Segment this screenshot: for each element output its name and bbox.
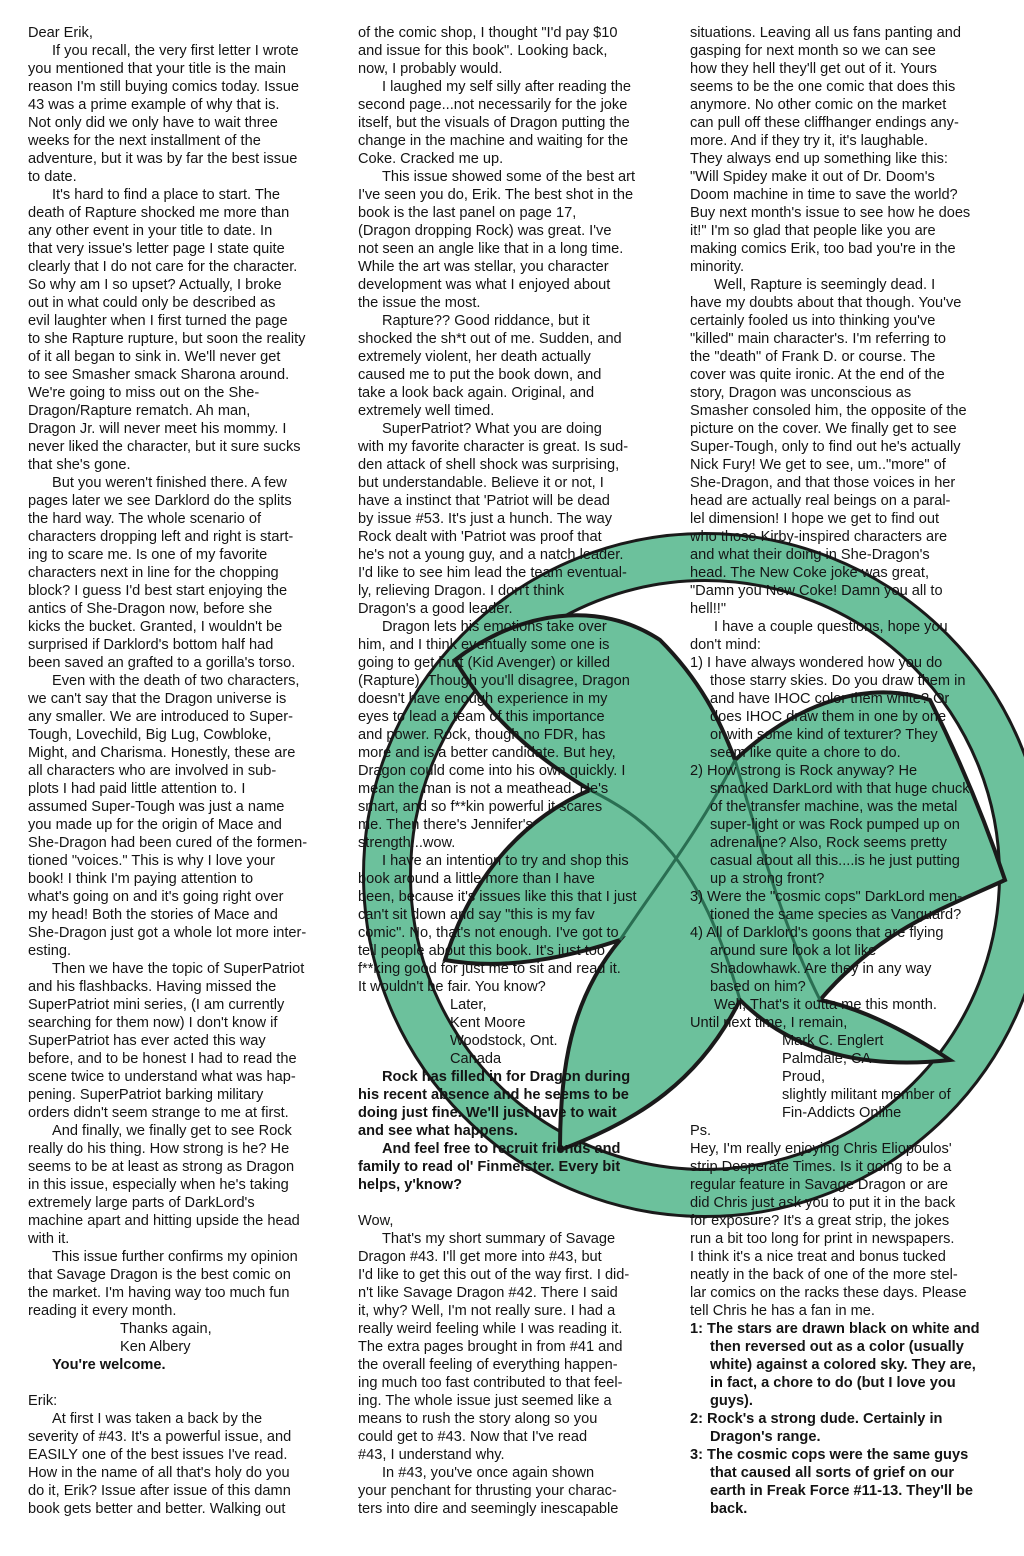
question-item: 4) All of Darklord's goons that are flying around sure look a lot like Shadowhawk. Are they in any way based on him? xyxy=(690,925,944,995)
letter-paragraph: Dragon lets his emotions take over him, and I think eventually some one is going to get hurt (Kid Avenger) or killed (Rapture). Though you'll disagree, Dragon doesn't have enough experience in my eyes to lead a team of this importance and power. Rock, though no FDR, has more and is a better candidate. But hey, Dragon could come into his own quickly. I mean the man is not a meathead. He's smart, and so f**kin powerful it scares me. Then there's Jennifer's strength...wow. xyxy=(358,619,630,851)
letter-paragraph: That's my short summary of Savage Dragon #43. I'll get more into #43, but I'd like to get this out of the way first. I did- n't like Savage Dragon #42. There I said it, why? Well, I'm not really sure. I had a really weird feeling while I was reading it. The extra pages brought in from #41 and the overall feeling of everything happen- ing much too fast contributed to that feel- ing. The whole issue just seemed like a means to rush the story along so you could get to #43. Now that I've read #43, I understand why. xyxy=(358,1231,630,1463)
salutation: Erik: xyxy=(28,1393,58,1409)
letter-paragraph: Well, That's it outta me this month. Until next time, I remain, xyxy=(690,997,937,1031)
letter-signature: Later, Kent Moore Woodstock, Ont. Canada xyxy=(450,997,558,1067)
letter-paragraph: I have a couple questions, hope you don't mind: xyxy=(690,619,948,653)
postscript: Ps. Hey, I'm really enjoying Chris Eliopoulos' strip Desperate Times. Is it going to be a regular feature in Savage Dragon or are did Chris just ask you to put it in the back for exposure? It's a great strip, the jokes run a bit too long for print in newspapers. I think it's a nice treat and bonus tucked neatly in the back of one of the more stel- lar comics on the racks these days. Please tell Chris he has a fan in me. xyxy=(690,1123,967,1319)
letter-paragraph: SuperPatriot? What you are doing with my favorite character is great. Is sud- den attack of shell shock was surprising, but understandable. Believe it or not, I have a instinct that 'Patriot will be dead by issue #53. It's just a hunch. The way Rock dealt with 'Patriot was proof that he's not a young guy, and a natch leader. I'd like to see him lead the team eventual- ly, relieving Dragon. I don't think Dragon's a good leader. xyxy=(358,421,629,617)
editor-reply: Rock has filled in for Dragon during his recent absence and he seems to be doing just fine. We'll just have to wait and see what happens. xyxy=(358,1069,631,1139)
letter-column-2 xyxy=(358,24,670,1518)
editor-answer: 1: The stars are drawn black on white and then reversed out as a color (usually white) against a colored sky. They are, in fact, a chore to do (but I love you guys). xyxy=(690,1321,980,1409)
letter-paragraph: This issue showed some of the best art I've seen you do, Erik. The best shot in the book is the last panel on page 17, (Dragon dropping Rock) was great. I've not seen an angle like that in a long time. While the art was stellar, you character development was what I enjoyed about the issue the most. xyxy=(358,169,636,311)
editor-answer: 2: Rock's a strong dude. Certainly in Dragon's range. xyxy=(690,1411,943,1445)
letter-paragraph: I have an intention to try and shop this book around a little more than I have been, because it's issues like this that I just can't sit down and say "this is my fav comic". No, that's not enough. I've got to tell people about this book. It's just too f**king good for just me to sit and read it. It wouldn't be fair. You know? xyxy=(358,853,637,995)
letter-column-3 xyxy=(690,24,1002,1518)
letter-paragraph: It's hard to find a place to start. The death of Rapture shocked me more than any other event in your title to date. In that very issue's letter page I state quite clearly that I do not care for the character. So why am I so upset? Actually, I broke out in what could only be described as evil laughter when I first turned the page to she Rapture rupture, but soon the reality of it all began to sink in. We'll never get to see Smasher smack Sharona around. We're going to miss out on the She- Dragon/Rapture rematch. Ah man, Dragon Jr. will never meet his mommy. I never liked the character, but it sure sucks that she's gone. xyxy=(28,187,306,473)
letter-signature: Thanks again, Ken Albery xyxy=(120,1321,212,1355)
letter-paragraph: At first I was taken a back by the severity of #43. It's a powerful issue, and EASILY one of the best issues I've read. How in the name of all that's holy do you do it, Erik? Issue after issue of this damn book gets better and better. Walking out xyxy=(28,1411,292,1517)
letter-signature: Mark C. Englert Palmdale, CA Proud, slightly militant member of Fin-Addicts Online xyxy=(782,1033,951,1121)
letter-paragraph: Well, Rapture is seemingly dead. I have my doubts about that though. You've certainly fooled us into thinking you've "killed" main character's. I'm referring to the "death" of Frank D. or course. The cover was quite ironic. At the end of the story, Dragon was unconscious as Smasher consoled him, the opposite of the picture on the cover. We finally get to see Super-Tough, only to find out he's actually Nick Fury! We get to see, um.."more" of She-Dragon, and that those voices in her head are actually real beings on a paral- lel dimension! I hope we get to find out who those Kirby-inspired characters are and what their doing in She-Dragon's head. The New Coke joke was great, "Damn you New Coke! Damn you all to hell!!" xyxy=(690,277,967,617)
letter-paragraph: Rapture?? Good riddance, but it shocked the sh*t out of me. Sudden, and extremely violent, her death actually caused me to put the book down, and take a look back again. Original, and extremely well timed. xyxy=(358,313,622,419)
letter-paragraph: Then we have the topic of SuperPatriot and his flashbacks. Having missed the SuperPatriot mini series, (I am currently searching for them now) I don't know if SuperPatriot has ever acted this way before, and to be honest I had to read the scene twice to understand what was hap- pening. SuperPatriot barking military orders didn't seem strange to me at first. xyxy=(28,961,305,1121)
letter-paragraph: But you weren't finished there. A few pages later we see Darklord do the splits the hard way. The whole scenario of characters dropping left and right is start- ing to scare me. Is one of my favorite characters next in line for the chopping block? I guess I'd best start enjoying the antics of She-Dragon now, before she kicks the bucket. Granted, I wouldn't be surprised if Darklord's bottom half had been saved an grafted to a gorilla's torso. xyxy=(28,475,296,671)
editor-reply: You're welcome. xyxy=(52,1357,166,1373)
letter-paragraph: of the comic shop, I thought "I'd pay $10 and issue for this book". Looking back, now, I probably would. xyxy=(358,25,618,77)
letter-paragraph: And finally, we finally get to see Rock really do his thing. How strong is he? He seems to be at least as strong as Dragon in this issue, especially when he's taking extremely large parts of DarkLord's machine apart and hitting upside the head with it. xyxy=(28,1123,300,1247)
question-item: 1) I have always wondered how you do those starry skies. Do you draw them in and have IHOC color them white? Or does IHOC draw them in one by one or with some kind of texturer? They seem like quite a chore to do. xyxy=(690,655,966,761)
editor-answer: 3: The cosmic cops were the same guys that caused all sorts of grief on our earth in Freak Force #11-13. They'll be back. xyxy=(690,1447,974,1517)
letter-column-1 xyxy=(28,24,340,1518)
letter-paragraph: This issue further confirms my opinion that Savage Dragon is the best comic on the market. I'm having way too much fun reading it every month. xyxy=(28,1249,298,1319)
letter-paragraph: In #43, you've once again shown your penchant for thrusting your charac- ters into dire and seemingly inescapable xyxy=(358,1465,619,1517)
salutation: Dear Erik, xyxy=(28,25,93,41)
editor-reply: And feel free to recruit friends and family to read ol' Finmeister. Every bit helps, y'know? xyxy=(358,1141,621,1193)
letter-paragraph: situations. Leaving all us fans panting and gasping for next month so we can see how they hell they'll get out of it. Yours seems to be the one comic that does this anymore. No other comic on the market can pull off these cliffhanger endings any- more. And if they try it, it's laughable. They always end up something like this: "Will Spidey make it out of Dr. Doom's Doom machine in time to save the world? Buy next month's issue to see how he does it!" I'm so glad that people like you are making comics Erik, too bad you're in the minority. xyxy=(690,25,971,275)
letter-paragraph: I laughed my self silly after reading the second page...not necessarily for the joke itself, but the visuals of Dragon putting the change in the machine and waiting for the Coke. Cracked me up. xyxy=(358,79,632,167)
letter-paragraph: Even with the death of two characters, we can't say that the Dragon universe is any smaller. We are introduced to Super- Tough, Lovechild, Big Lug, Cowbloke, Might, and Charisma. Honestly, these are all characters who are involved in sub- plots I had paid little attention to. I assumed Super-Tough was just a name you made up for the origin of Mace and She-Dragon had been cured of the formen- tioned "voices." This is why I love your book! I think I'm paying attention to what's going on and it's going right over my head! Both the stories of Mace and She-Dragon just got a whole lot more inter- esting. xyxy=(28,673,308,959)
question-item: 3) Were the "cosmic cops" DarkLord men- tioned the same species as Vanguard? xyxy=(690,889,963,923)
letter-paragraph: If you recall, the very first letter I wrote you mentioned that your title is the main reason I'm still buying comics today. Issue 43 was a prime example of why that is. Not only did we only have to wait three weeks for the next installment of the adventure, but it was by far the best issue to date. xyxy=(28,43,299,185)
salutation: Wow, xyxy=(358,1213,394,1229)
question-item: 2) How strong is Rock anyway? He smacked DarkLord with that huge chuck of the transfer machine, was the metal super-light or was Rock pumped up on adrenaline? Also, Rock seems pretty casual about all this....is he just putting up a strong front? xyxy=(690,763,970,887)
